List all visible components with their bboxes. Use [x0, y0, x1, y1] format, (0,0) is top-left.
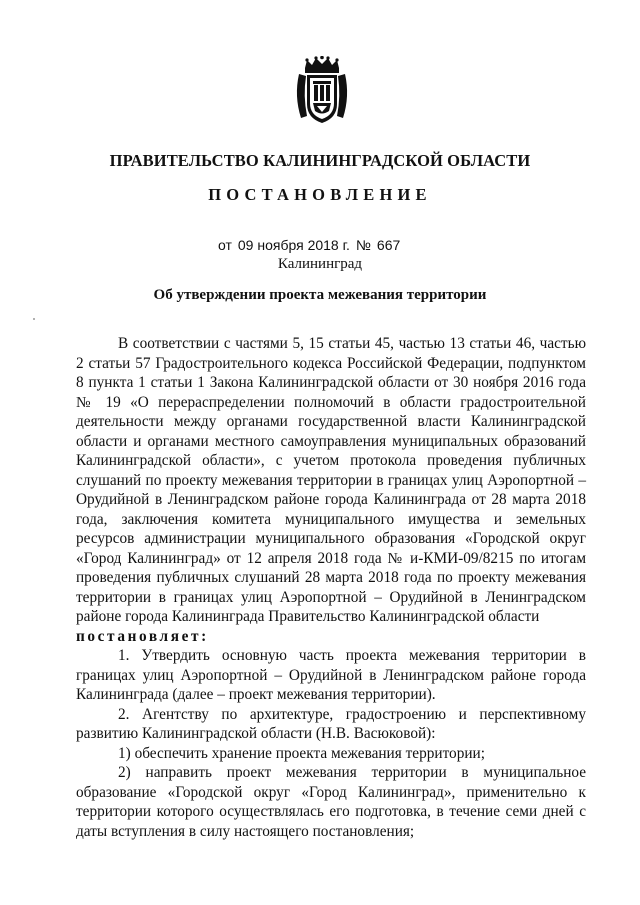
number-label: № [355, 237, 371, 253]
resolution-word: постановляет: [76, 627, 209, 645]
preamble-paragraph: В соответствии с частями 5, 15 статьи 45, частью 13 статьи 46, частью 2 статьи 57 Градостроительного кодекса Российской Федерации, подпунктом 8 пункта 1 статьи 1 Закона Калининградской области от 30 ноября 2016 года № 19 «О перераспределении полномочий в области градостроительной деятельности между органами государственной власти Калининградской области и органами местного самоуправления муниципальных образований Калининградской области», с учетом протокола проведения публичных слушаний по проекту межевания территории в границах улиц Аэропортной – Орудийной в Ленинградском районе города Калининграда от 28 марта 2018 года, заключения комитета муниципального имущества и земельных ресурсов администрации муниципального образования «Городской округ «Город Калининград» от 12 апреля 2018 года № и-КМИ-09/8215 по итогам проведения публичных слушаний 28 марта 2018 года по проекту межевания территории в границах улиц Аэропортной – Орудийной в Ленинградском районе города Калининграда Правительство Калининградской области [76, 335, 586, 625]
margin-mark [33, 318, 35, 320]
organization-name: ПРАВИТЕЛЬСТВО КАЛИНИНГРАДСКОЙ ОБЛАСТИ [109, 151, 531, 170]
coat-of-arms-icon [293, 56, 351, 128]
document-type: ПОСТАНОВЛЕНИЕ [208, 185, 432, 204]
paragraph-subitem-1: 1) обеспечить хранение проекта межевания территории; [118, 744, 485, 762]
paragraph-item-1: 1. Утвердить основную часть проекта межевания территории в границах улиц Аэропортной – Орудийной в Ленинградском районе города Калининграда (далее – проект межевания территории). [76, 647, 586, 703]
document-title: Об утверждении проекта межевания территории [153, 287, 487, 303]
city-name: Калининград [277, 256, 363, 272]
paragraph-subitem-2: 2) направить проект межевания территории в муниципальное образование «Городской округ «Город Калининград», применительно к территории которого осуществлялась его подготовка, в течение семи дней с даты вступления в силу настоящего постановления; [76, 764, 586, 840]
date-number-line [218, 237, 406, 253]
paragraph-item-2: 2. Агентству по архитектуре, градостроению и перспективному развитию Калининградской области (Н.В. Васюковой): [76, 705, 586, 742]
document-number: 667 [376, 237, 401, 253]
document-date: 09 ноября 2018 г. [237, 237, 350, 253]
document-body [76, 334, 586, 841]
date-prefix: от [218, 237, 232, 253]
